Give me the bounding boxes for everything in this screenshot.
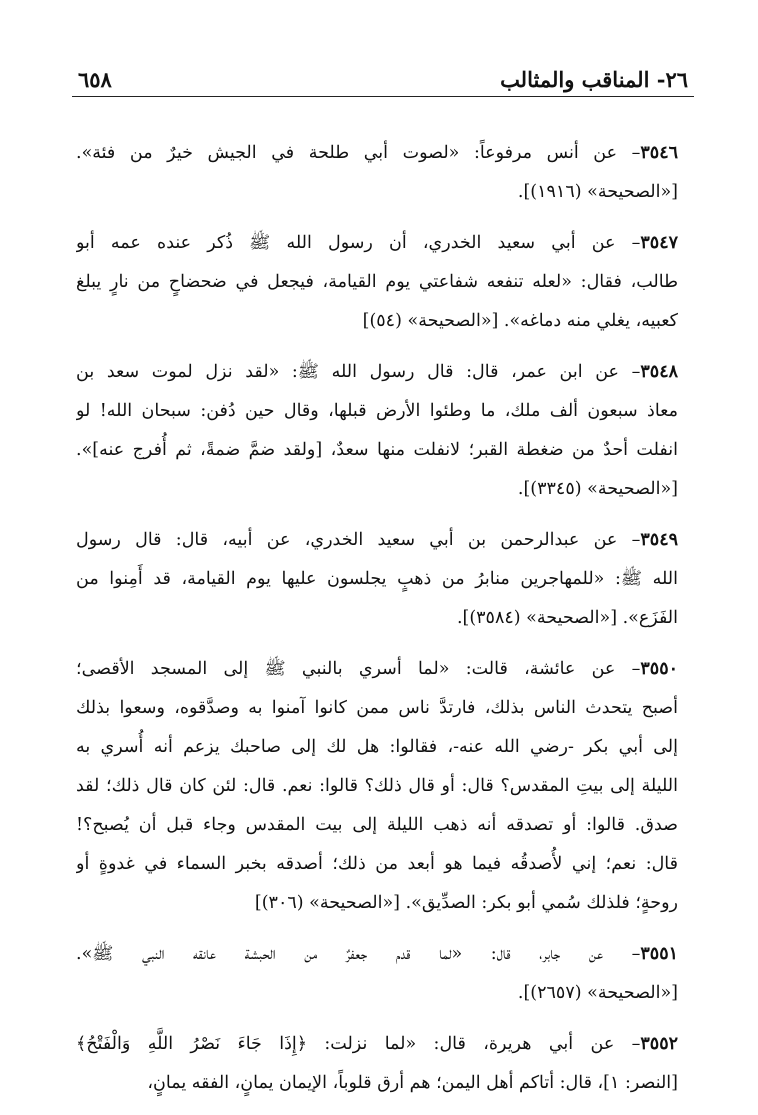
hadith-text: طالب، فقال: «لعله تنفعه شفاعتي يوم القيامة، فيجعل في ضحضاحٍ من نارٍ يبلغ — [76, 272, 678, 292]
hadith-number: ٣٥٥٠ — [640, 659, 678, 679]
hadith-line — [76, 353, 678, 392]
hadith-text: – عن ابن عمر، قال: قال رسول الله ﷺ: «لقد نزل لموت سعد بن — [76, 362, 641, 382]
hadith-entry — [76, 650, 678, 923]
hadith-line — [76, 560, 678, 599]
hadith-line — [76, 431, 678, 470]
hadith-line — [76, 173, 678, 212]
hadith-line — [76, 935, 678, 974]
hadith-line — [76, 845, 678, 884]
hadith-entry — [76, 224, 678, 341]
hadith-text: الفَزَع». [«الصحيحة» (٣٥٨٤)]. — [456, 608, 678, 628]
hadith-text: الليلة إلى بيتِ المقدس؟ قال: أو قال ذلك؟ قالوا: نعم. قال: لئن كان قال ذلك؛ لقد — [76, 776, 678, 796]
hadith-text: [النصر: ١]، قال: أتاكم أهل اليمن؛ هم أرق قلوباً، الإيمان يمانٍ، الفقه يمانٍ، — [147, 1073, 678, 1093]
hadith-number: ٣٥٥٢ — [640, 1034, 678, 1054]
hadith-text: – عن أنس مرفوعاً: «لصوت أبي طلحة في الجيش خيرٌ من فئة». — [76, 143, 641, 163]
hadith-entry — [76, 1025, 678, 1103]
hadith-line — [76, 599, 678, 638]
hadith-number: ٣٥٥١ — [640, 944, 678, 964]
hadith-line — [76, 263, 678, 302]
hadith-entry — [76, 935, 678, 1013]
hadith-line — [76, 521, 678, 560]
header-rule — [72, 96, 694, 97]
hadith-text: – عن أبي سعيد الخدري، أن رسول الله ﷺ ذُكر عنده عمه أبو — [76, 233, 641, 253]
hadith-text: قال: نعم؛ إني لأُصدقُه فيما هو أبعد من ذلك؛ أصدقه بخبر السماء في غدوةٍ أو — [76, 854, 678, 874]
page-body — [76, 134, 678, 1115]
hadith-text: – عن عائشة، قالت: «لما أسري بالنبي ﷺ إلى المسجد الأقصى؛ — [76, 659, 641, 679]
hadith-number: ٣٥٤٨ — [640, 362, 678, 382]
hadith-text: [«الصحيحة» (١٩١٦)]. — [517, 182, 678, 202]
hadith-line — [76, 689, 678, 728]
hadith-text: [«الصحيحة» (٢٦٥٧)]. — [517, 983, 678, 1003]
hadith-line — [76, 974, 678, 1013]
hadith-number: ٣٥٤٧ — [640, 233, 678, 253]
hadith-text: [«الصحيحة» (٣٣٤٥)]. — [517, 479, 678, 499]
hadith-line — [76, 767, 678, 806]
hadith-entry — [76, 521, 678, 638]
hadith-text: – عن أبي هريرة، قال: «لما نزلت: ﴿إِذَا جَاءَ نَصْرُ اللَّهِ وَالْفَتْحُ﴾ — [76, 1034, 641, 1054]
hadith-text: صدق. قالوا: أو تصدقه أنه ذهب الليلة إلى بيت المقدس وجاء قبل أن يُصبح؟! — [76, 815, 678, 835]
hadith-line — [76, 224, 678, 263]
hadith-line — [76, 1025, 678, 1064]
hadith-text: الله ﷺ: «للمهاجرين منابرُ من ذهبٍ يجلسون عليها يوم القيامة، قد أَمِنوا من — [76, 569, 678, 589]
hadith-line — [76, 302, 678, 341]
hadith-line — [76, 806, 678, 845]
hadith-number: ٣٥٤٩ — [640, 530, 678, 550]
hadith-entry — [76, 353, 678, 509]
hadith-line — [76, 650, 678, 689]
hadith-text: معاذ سبعون ألف ملك، ما وطئوا الأرض قبلها، وقال حين دُفن: سبحان الله! لو — [76, 401, 678, 421]
hadith-line — [76, 392, 678, 431]
hadith-text: إلى أبي بكر -رضي الله عنه-، فقالوا: هل لك إلى صاحبك يزعم أنه أُسري به — [76, 737, 678, 757]
hadith-line — [76, 1064, 678, 1103]
hadith-text: – عن عبدالرحمن بن أبي سعيد الخدري، عن أبيه، قال: قال رسول — [76, 530, 641, 550]
page-header — [78, 62, 688, 92]
page-number: ٦٥٨ — [78, 67, 112, 92]
hadith-entry — [76, 134, 678, 212]
hadith-text: كعبيه، يغلي منه دماغه». [«الصحيحة» (٥٤)] — [362, 311, 678, 331]
hadith-text: – عن جابر، قال: «لما قدم جعفرٌ من الحبشة عانقه النبي ﷺ». — [76, 944, 641, 964]
hadith-line — [76, 728, 678, 767]
chapter-title: ٢٦- المناقب والمثالب — [500, 67, 688, 92]
hadith-line — [76, 470, 678, 509]
hadith-line — [76, 884, 678, 923]
hadith-text: انفلت أحدٌ من ضغطة القبر؛ لانفلت منها سعدٌ، [ولقد ضمَّ ضمةً، ثم أُفرج عنه]». — [76, 440, 678, 460]
hadith-number: ٣٥٤٦ — [640, 143, 678, 163]
hadith-text: روحةٍ؛ فلذلك سُمي أبو بكر: الصدِّيق». [«الصحيحة» (٣٠٦)] — [254, 893, 678, 913]
hadith-line — [76, 134, 678, 173]
hadith-text: أصبح يتحدث الناس بذلك، فارتدَّ ناس ممن كانوا آمنوا به وصدَّقوه، وسعوا بذلك — [76, 698, 678, 718]
